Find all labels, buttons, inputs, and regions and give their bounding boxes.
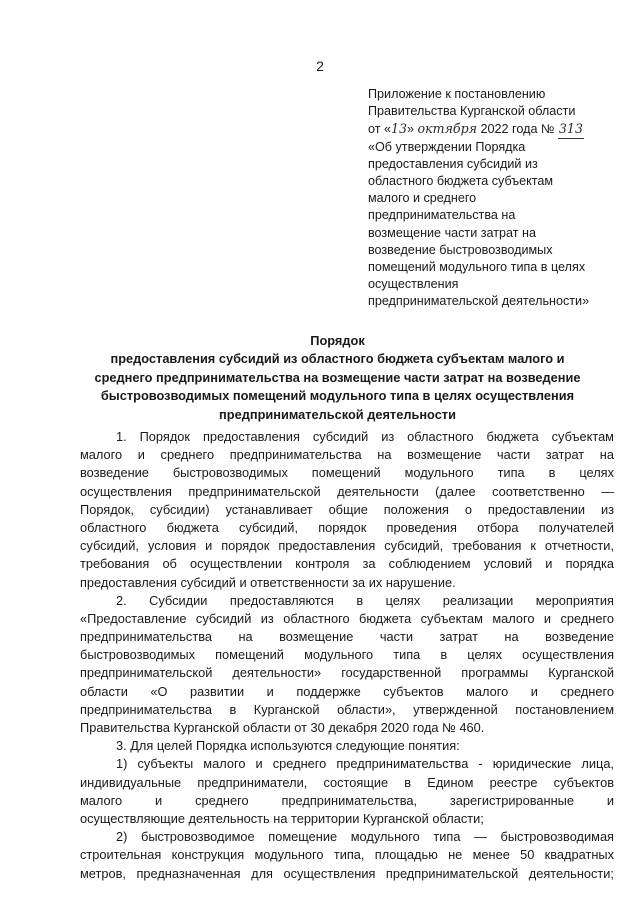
body-line: осуществляющие деятельность на территории Курганской области;	[80, 810, 484, 826]
document-number: 313	[558, 120, 584, 138]
body-line: 1. Порядок предоставления субсидий из областного бюджета субъектам	[116, 429, 614, 444]
body-line: быстровозводимых помещений модульного типа в целях осуществления	[80, 647, 614, 663]
date-year-text: 2022 года №	[480, 122, 555, 137]
body-line: областного бюджета субсидий, порядок проведения отбора получателей	[80, 519, 614, 535]
body-line: Порядок, субсидии) устанавливает общие положения о предоставлении из	[80, 501, 614, 517]
date-month: октября	[417, 121, 478, 137]
appendix-title-line: предпринимательской деятельности»	[368, 294, 590, 309]
appendix-title-line: возведение быстровозводимых	[368, 242, 553, 257]
heading-subtitle-line: среднего предпринимательства на возмещение части затрат на возведение	[94, 369, 581, 385]
appendix-block	[368, 86, 618, 311]
document-body	[80, 428, 614, 883]
appendix-line-2: Правительства Курганской области	[368, 104, 576, 119]
heading-subtitle-line: быстровозводимых помещений модульного типа в целях осуществления	[100, 388, 575, 404]
page-number: 2	[316, 58, 324, 74]
body-line: Правительства Курганской области от 30 декабря 2020 года № 460.	[80, 720, 485, 735]
body-line: малого и среднего предпринимательства на возмещение части затрат на	[80, 447, 614, 463]
body-line: 1) субъекты малого и среднего предпринимательства - юридические лица,	[116, 756, 614, 772]
body-line: области «О развитии и поддержке субъектов малого и среднего	[80, 683, 614, 699]
body-line: малого и среднего предпринимательства, зарегистрированные и	[80, 792, 614, 808]
appendix-title-line: возмещение части затрат на	[368, 225, 536, 240]
heading-subtitle-line: предпринимательской деятельности	[219, 406, 456, 422]
body-line: метров, предназначенная для осуществления предпринимательской деятельности;	[80, 865, 614, 881]
appendix-title-line: малого и среднего	[368, 191, 477, 206]
body-line: индивидуальные предприниматели, состоящие в Едином реестре субъектов	[80, 774, 614, 790]
body-line: требования об осуществлении контроля за соблюдением условий и порядка	[80, 556, 614, 572]
heading-title: Порядок	[310, 333, 365, 348]
heading-subtitle-line: предоставления субсидий из областного бюджета субъектам малого и	[110, 351, 565, 367]
appendix-title-line: предпринимательства на	[368, 208, 516, 223]
date-day: 13	[391, 121, 408, 137]
body-line: 3. Для целей Порядка используются следующие понятия:	[116, 738, 460, 754]
body-line: 2. Субсидии предоставляются в целях реализации мероприятия	[116, 592, 614, 608]
body-line: предпринимательства на возмещение части затрат на возведение	[80, 629, 614, 645]
body-line: субсидий, условия и порядок предоставления субсидий, требования к отчетности,	[80, 538, 614, 554]
body-line: «Предоставление субсидий из областного бюджета субъектам малого и среднего	[80, 610, 614, 626]
appendix-title-line: предоставления субсидий из	[368, 156, 538, 171]
body-line: осуществления предпринимательской деятельности (далее соответственно —	[80, 483, 614, 499]
appendix-title-line: помещений модульного типа в целях	[368, 260, 586, 275]
date-quote-close: »	[407, 122, 415, 137]
body-line: предоставления субсидий и ответственности за их нарушение.	[80, 574, 456, 590]
appendix-line-1: Приложение к постановлению	[368, 87, 546, 101]
document-heading	[60, 332, 615, 424]
body-line: предпринимательства в Курганской области», утвержденной постановлением	[80, 701, 614, 717]
appendix-date-line	[368, 120, 618, 138]
date-prefix: от «	[368, 122, 391, 137]
body-line: возведение быстровозводимых помещений модульного типа в целях	[80, 465, 614, 481]
appendix-title-line: областного бюджета субъектам	[368, 174, 554, 189]
body-line: строительная конструкция модульного типа, площадью не менее 50 квадратных	[80, 847, 614, 863]
body-line: 2) быстровозводимое помещение модульного типа — быстровозводимая	[116, 829, 614, 845]
appendix-title-line: «Об утверждении Порядка	[368, 139, 526, 154]
body-line: предпринимательской деятельности» государственной программы Курганской	[80, 665, 614, 681]
appendix-title-line: осуществления	[368, 277, 459, 292]
